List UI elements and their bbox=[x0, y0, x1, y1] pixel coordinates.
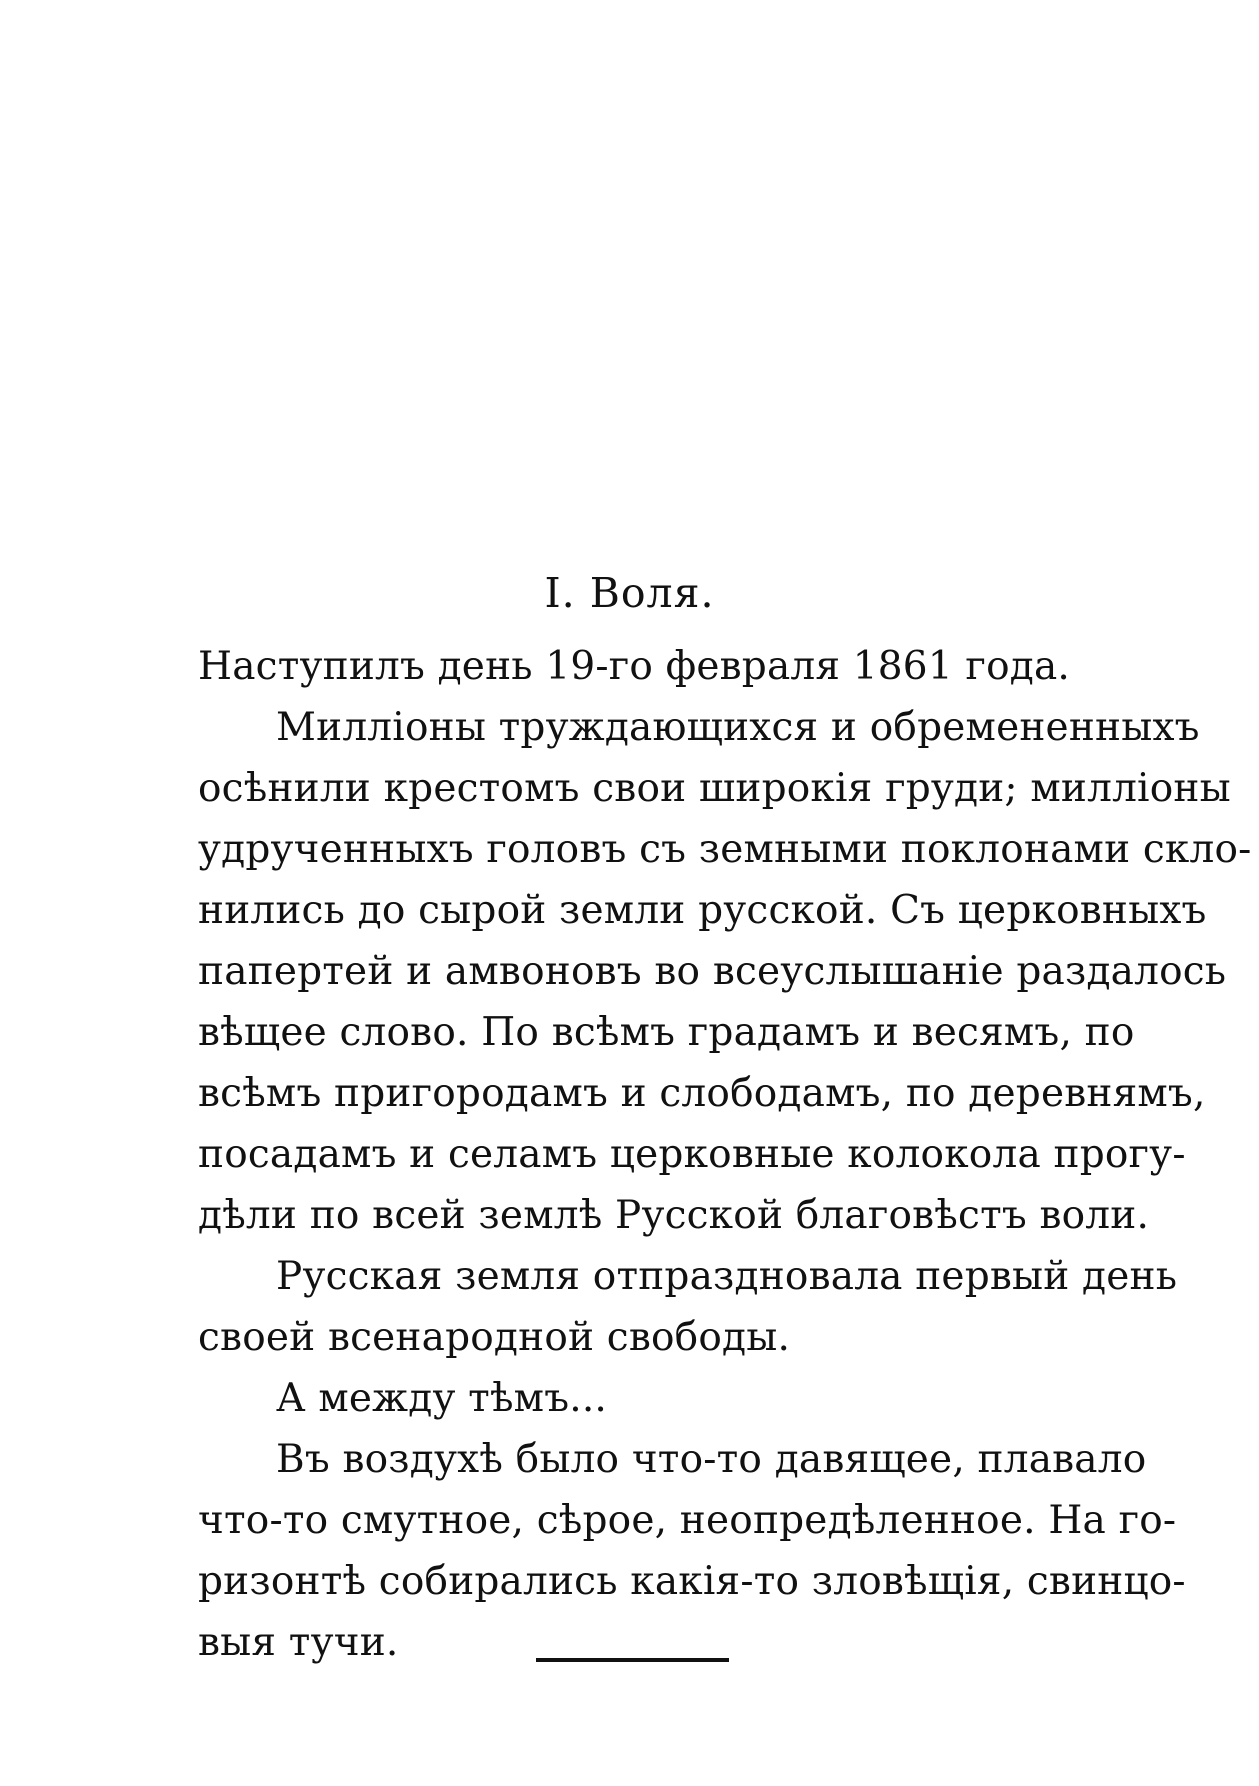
chapter-text bbox=[198, 636, 1252, 1673]
text-line: вѣщее слово. По всѣмъ градамъ и весямъ, по bbox=[198, 1010, 1135, 1055]
text-line: ризонтѣ собирались какія-то зловѣщія, свинцо- bbox=[198, 1559, 1186, 1604]
text-line: своей всенародной свободы. bbox=[198, 1315, 791, 1360]
section-divider bbox=[536, 1658, 729, 1662]
text-line: Милліоны труждающихся и обремененныхъ bbox=[276, 705, 1200, 750]
text-line: что-то смутное, сѣрое, неопредѣленное. На го- bbox=[198, 1498, 1177, 1543]
text-line: удрученныхъ головъ съ земными поклонами скло- bbox=[198, 827, 1252, 872]
text-line: папертей и амвоновъ во всеуслышаніе раздалось bbox=[198, 949, 1227, 994]
text-line: всѣмъ пригородамъ и слободамъ, по деревнямъ, bbox=[198, 1071, 1206, 1116]
text-line: выя тучи. bbox=[198, 1620, 399, 1665]
text-line: Наступилъ день 19-го февраля 1861 года. bbox=[198, 644, 1071, 689]
text-line: Въ воздухѣ было что-то давящее, плавало bbox=[276, 1437, 1147, 1482]
text-line: посадамъ и селамъ церковные колокола прогу- bbox=[198, 1132, 1186, 1177]
text-line: дѣли по всей землѣ Русской благовѣстъ воли. bbox=[198, 1193, 1150, 1238]
text-line: Русская земля отпраздновала первый день bbox=[276, 1254, 1178, 1299]
chapter-title: I. Воля. bbox=[544, 569, 715, 617]
text-line: А между тѣмъ... bbox=[276, 1376, 608, 1421]
text-line: нились до сырой земли русской. Съ церковныхъ bbox=[198, 888, 1207, 933]
text-line: осѣнили крестомъ свои широкія груди; милліоны bbox=[198, 766, 1231, 811]
